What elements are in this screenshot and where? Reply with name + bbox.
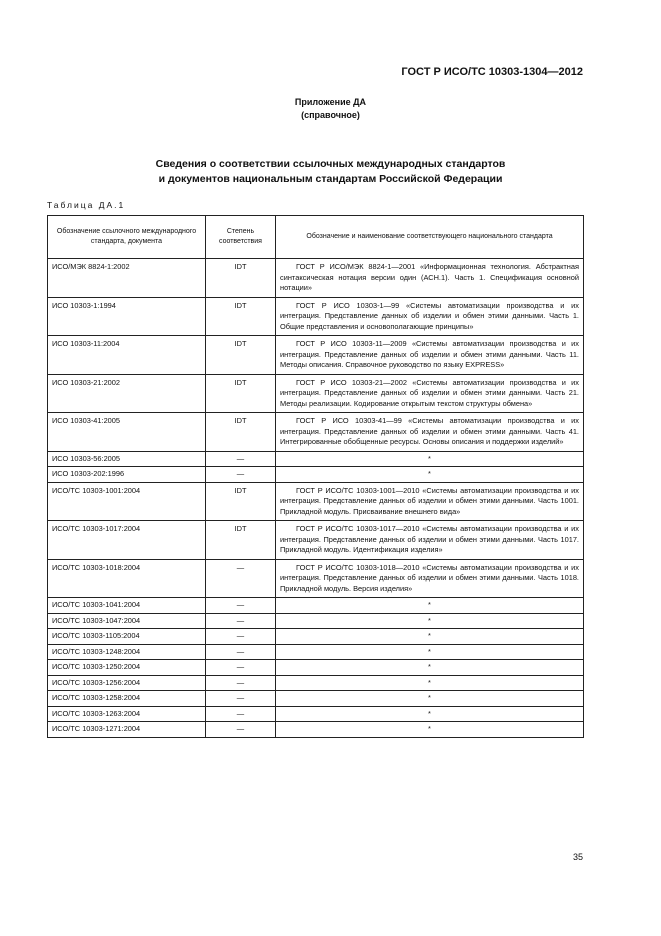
cell-degree: IDT — [206, 482, 276, 521]
cell-standard: ИСО/ТС 10303-1263:2004 — [48, 706, 206, 722]
cell-standard: ИСО/ТС 10303-1250:2004 — [48, 660, 206, 676]
section-title-line: Сведения о соответствии ссылочных международных стандартов — [155, 158, 506, 170]
cell-degree: — — [206, 467, 276, 483]
table-row — [48, 598, 584, 614]
cell-national-standard: * — [276, 598, 584, 614]
cell-national-standard: ГОСТ Р ИСО 10303-41—99 «Системы автоматизации производства и их интеграция. Представление данных об изделии и обмен этими данными. Часть 41. Интегрированные обобщенные ресурсы. Основы описания и поддержки изделий» — [276, 413, 584, 452]
table-row — [48, 629, 584, 645]
document-code: ГОСТ Р ИСО/ТС 10303-1304—2012 — [401, 66, 583, 78]
cell-degree: — — [206, 675, 276, 691]
table-row — [48, 521, 584, 560]
cell-national-standard: * — [276, 675, 584, 691]
cell-degree: — — [206, 691, 276, 707]
cell-degree: IDT — [206, 521, 276, 560]
cell-standard: ИСО/ТС 10303-1001:2004 — [48, 482, 206, 521]
cell-standard: ИСО/МЭК 8824-1:2002 — [48, 259, 206, 298]
cell-standard: ИСО 10303-56:2005 — [48, 451, 206, 467]
cell-degree: IDT — [206, 413, 276, 452]
cell-degree: — — [206, 660, 276, 676]
table-row — [48, 259, 584, 298]
cell-national-standard: ГОСТ Р ИСО/ТС 10303-1017—2010 «Системы автоматизации производства и их интеграция. Представление данных об изделии и обмен этими данными. Часть 1017. Прикладной модуль. Идентификация изделия» — [276, 521, 584, 560]
cell-standard: ИСО/ТС 10303-1256:2004 — [48, 675, 206, 691]
table-row — [48, 706, 584, 722]
cell-standard: ИСО 10303-1:1994 — [48, 297, 206, 336]
cell-degree: — — [206, 644, 276, 660]
cell-national-standard: ГОСТ Р ИСО/ТС 10303-1001—2010 «Системы автоматизации производства и их интеграция. Представление данных об изделии и обмен этими данными. Часть 1001. Прикладной модуль. Присваивание внешнего вида» — [276, 482, 584, 521]
cell-national-standard: * — [276, 722, 584, 738]
cell-national-standard: * — [276, 644, 584, 660]
cell-standard: ИСО 10303-21:2002 — [48, 374, 206, 413]
cell-degree: — — [206, 559, 276, 598]
header-degree: Степень соответствия — [206, 216, 276, 259]
cell-standard: ИСО/ТС 10303-1018:2004 — [48, 559, 206, 598]
cell-degree: — — [206, 706, 276, 722]
cell-degree: — — [206, 722, 276, 738]
cell-national-standard: * — [276, 613, 584, 629]
appendix-subtitle: (справочное) — [301, 110, 360, 120]
table-row — [48, 413, 584, 452]
table-header-row — [48, 216, 584, 259]
cell-degree: — — [206, 629, 276, 645]
correspondence-table — [47, 215, 584, 738]
cell-national-standard: ГОСТ Р ИСО 10303-1—99 «Системы автоматизации производства и их интеграция. Представление данных об изделии и обмен этими данными. Часть 1. Общие представления и основополагающие принципы» — [276, 297, 584, 336]
section-title-line: и документов национальным стандартам Российской Федерации — [158, 173, 503, 185]
cell-degree: IDT — [206, 336, 276, 375]
table-row — [48, 336, 584, 375]
table-row — [48, 451, 584, 467]
table-row — [48, 660, 584, 676]
cell-degree: IDT — [206, 297, 276, 336]
cell-standard: ИСО/ТС 10303-1105:2004 — [48, 629, 206, 645]
cell-standard: ИСО 10303-41:2005 — [48, 413, 206, 452]
section-title — [0, 157, 661, 187]
cell-standard: ИСО/ТС 10303-1271:2004 — [48, 722, 206, 738]
cell-national-standard: ГОСТ Р ИСО 10303-11—2009 «Системы автоматизации производства и их интеграция. Представление данных об изделии и обмен этими данными. Часть 11. Методы описания. Справочное руководство по языку EXPRESS» — [276, 336, 584, 375]
cell-standard: ИСО/ТС 10303-1041:2004 — [48, 598, 206, 614]
appendix-title: Приложение ДА — [294, 97, 367, 107]
header-international-standard: Обозначение ссылочного международного стандарта, документа — [48, 216, 206, 259]
cell-national-standard: * — [276, 706, 584, 722]
table-row — [48, 374, 584, 413]
cell-degree: — — [206, 613, 276, 629]
table-row — [48, 297, 584, 336]
table-row — [48, 675, 584, 691]
cell-degree: IDT — [206, 374, 276, 413]
cell-standard: ИСО 10303-202:1996 — [48, 467, 206, 483]
cell-national-standard: * — [276, 629, 584, 645]
cell-degree: IDT — [206, 259, 276, 298]
table-row — [48, 722, 584, 738]
cell-standard: ИСО/ТС 10303-1248:2004 — [48, 644, 206, 660]
cell-standard: ИСО/ТС 10303-1017:2004 — [48, 521, 206, 560]
table-row — [48, 644, 584, 660]
table-row — [48, 691, 584, 707]
cell-standard: ИСО/ТС 10303-1258:2004 — [48, 691, 206, 707]
cell-national-standard: ГОСТ Р ИСО/ТС 10303-1018—2010 «Системы автоматизации производства и их интеграция. Представление данных об изделии и обмен этими данными. Часть 1018. Прикладной модуль. Версия изделия» — [276, 559, 584, 598]
appendix-heading — [0, 96, 661, 122]
cell-degree: — — [206, 451, 276, 467]
table-row — [48, 467, 584, 483]
header-national-standard: Обозначение и наименование соответствующего национального стандарта — [276, 216, 584, 259]
table-row — [48, 613, 584, 629]
cell-national-standard: * — [276, 691, 584, 707]
page-number: 35 — [572, 852, 583, 862]
table-row — [48, 559, 584, 598]
cell-degree: — — [206, 598, 276, 614]
cell-national-standard: * — [276, 660, 584, 676]
cell-national-standard: * — [276, 467, 584, 483]
table-row — [48, 482, 584, 521]
cell-national-standard: * — [276, 451, 584, 467]
table-caption: Таблица ДА.1 — [47, 200, 126, 210]
cell-national-standard: ГОСТ Р ИСО/МЭК 8824-1—2001 «Информационная технология. Абстрактная синтаксическая нотация версии один (АСН.1). Часть 1. Спецификация основной нотации» — [276, 259, 584, 298]
cell-standard: ИСО/ТС 10303-1047:2004 — [48, 613, 206, 629]
cell-national-standard: ГОСТ Р ИСО 10303-21—2002 «Системы автоматизации производства и их интеграция. Представление данных об изделии и обмен этими данными. Часть 21. Методы реализации. Кодирование открытым текстом структуры обмена» — [276, 374, 584, 413]
cell-standard: ИСО 10303-11:2004 — [48, 336, 206, 375]
